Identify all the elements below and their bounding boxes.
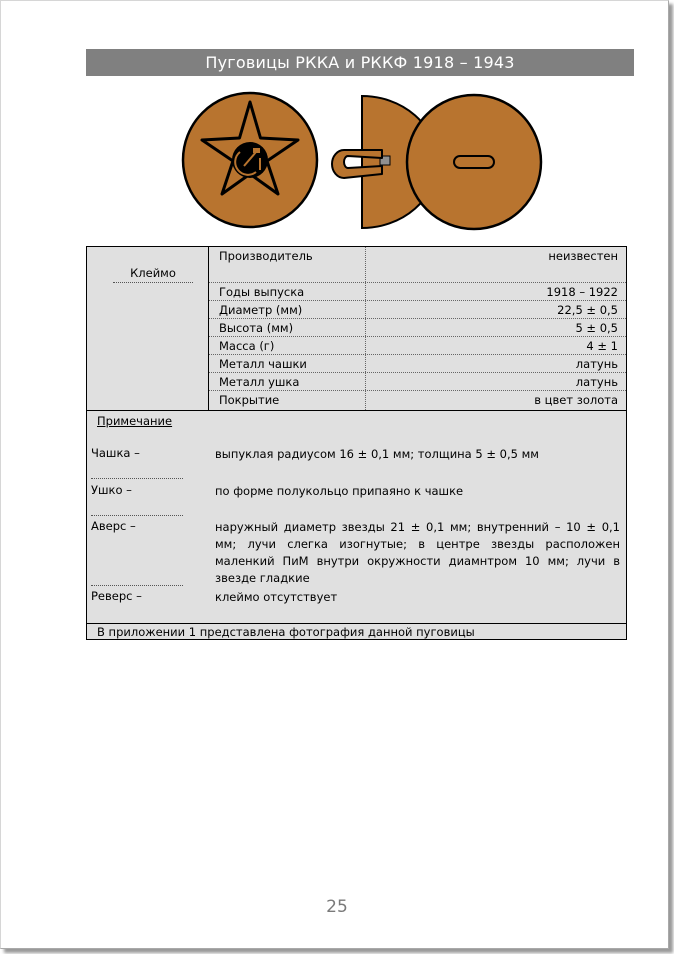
appendix-note: В приложении 1 представлена фотография данной пуговицы [97,625,475,639]
specification-table [86,246,627,640]
spec-row-manufacturer [209,247,626,283]
spec-value: 5 ± 0,5 [575,321,618,335]
spec-row-coating [209,391,626,410]
note-label-reverse: Реверс – [91,589,142,603]
spec-value: 22,5 ± 0,5 [557,303,618,317]
note-text-reverse: клеймо отсутствует [215,590,338,604]
spec-name: Металл ушка [219,375,300,389]
spec-row-shank-metal [209,373,626,391]
button-front-view [183,93,317,227]
note-text-obverse: наружный диаметр звезды 21 ± 0,1 мм; внутренний – 10 ± 0,1 мм; лучи слегка изогнутые; в центре звезды расположен маленкий ПиМ внутри окружности диамнтром 10 мм; лучи в звезде гладкие [215,520,620,585]
spec-value: латунь [575,375,618,389]
button-illustrations [176,86,556,236]
spec-value: неизвестен [548,249,618,263]
spec-value: 1918 – 1922 [546,285,618,299]
spec-row-years [209,283,626,301]
note-label-obverse: Аверс – [91,519,183,586]
mark-cell [87,247,209,410]
spec-name: Производитель [219,249,313,263]
mark-label: Клеймо [113,266,193,283]
spec-name: Металл чашки [219,357,307,371]
spec-name: Диаметр (мм) [219,303,303,317]
spec-row-height [209,319,626,337]
spec-value: 4 ± 1 [586,339,618,353]
spec-value: в цвет золота [534,393,618,407]
spec-name: Высота (мм) [219,321,294,335]
notes-heading: Примечание [97,414,173,428]
spec-name: Масса (г) [219,339,275,353]
note-text-shank: по форме полукольцо припаяно к чашке [215,484,464,498]
spec-row-mass [209,337,626,355]
button-back-view [407,95,541,229]
spec-row-diameter [209,301,626,319]
spec-name: Покрытие [219,393,280,407]
specs-block [87,247,626,411]
note-label-shank: Ушко – [91,483,183,516]
page-title: Пуговицы РККА и РККФ 1918 – 1943 [86,49,634,76]
spec-row-cup-metal [209,355,626,373]
notes-block [87,411,626,624]
page-number: 25 [326,897,348,917]
spec-value: латунь [575,357,618,371]
note-label-cup: Чашка – [91,446,183,479]
spec-name: Годы выпуска [219,285,305,299]
note-text-cup: выпуклая радиусом 16 ± 0,1 мм; толщина 5 ± 0,5 мм [215,447,539,461]
